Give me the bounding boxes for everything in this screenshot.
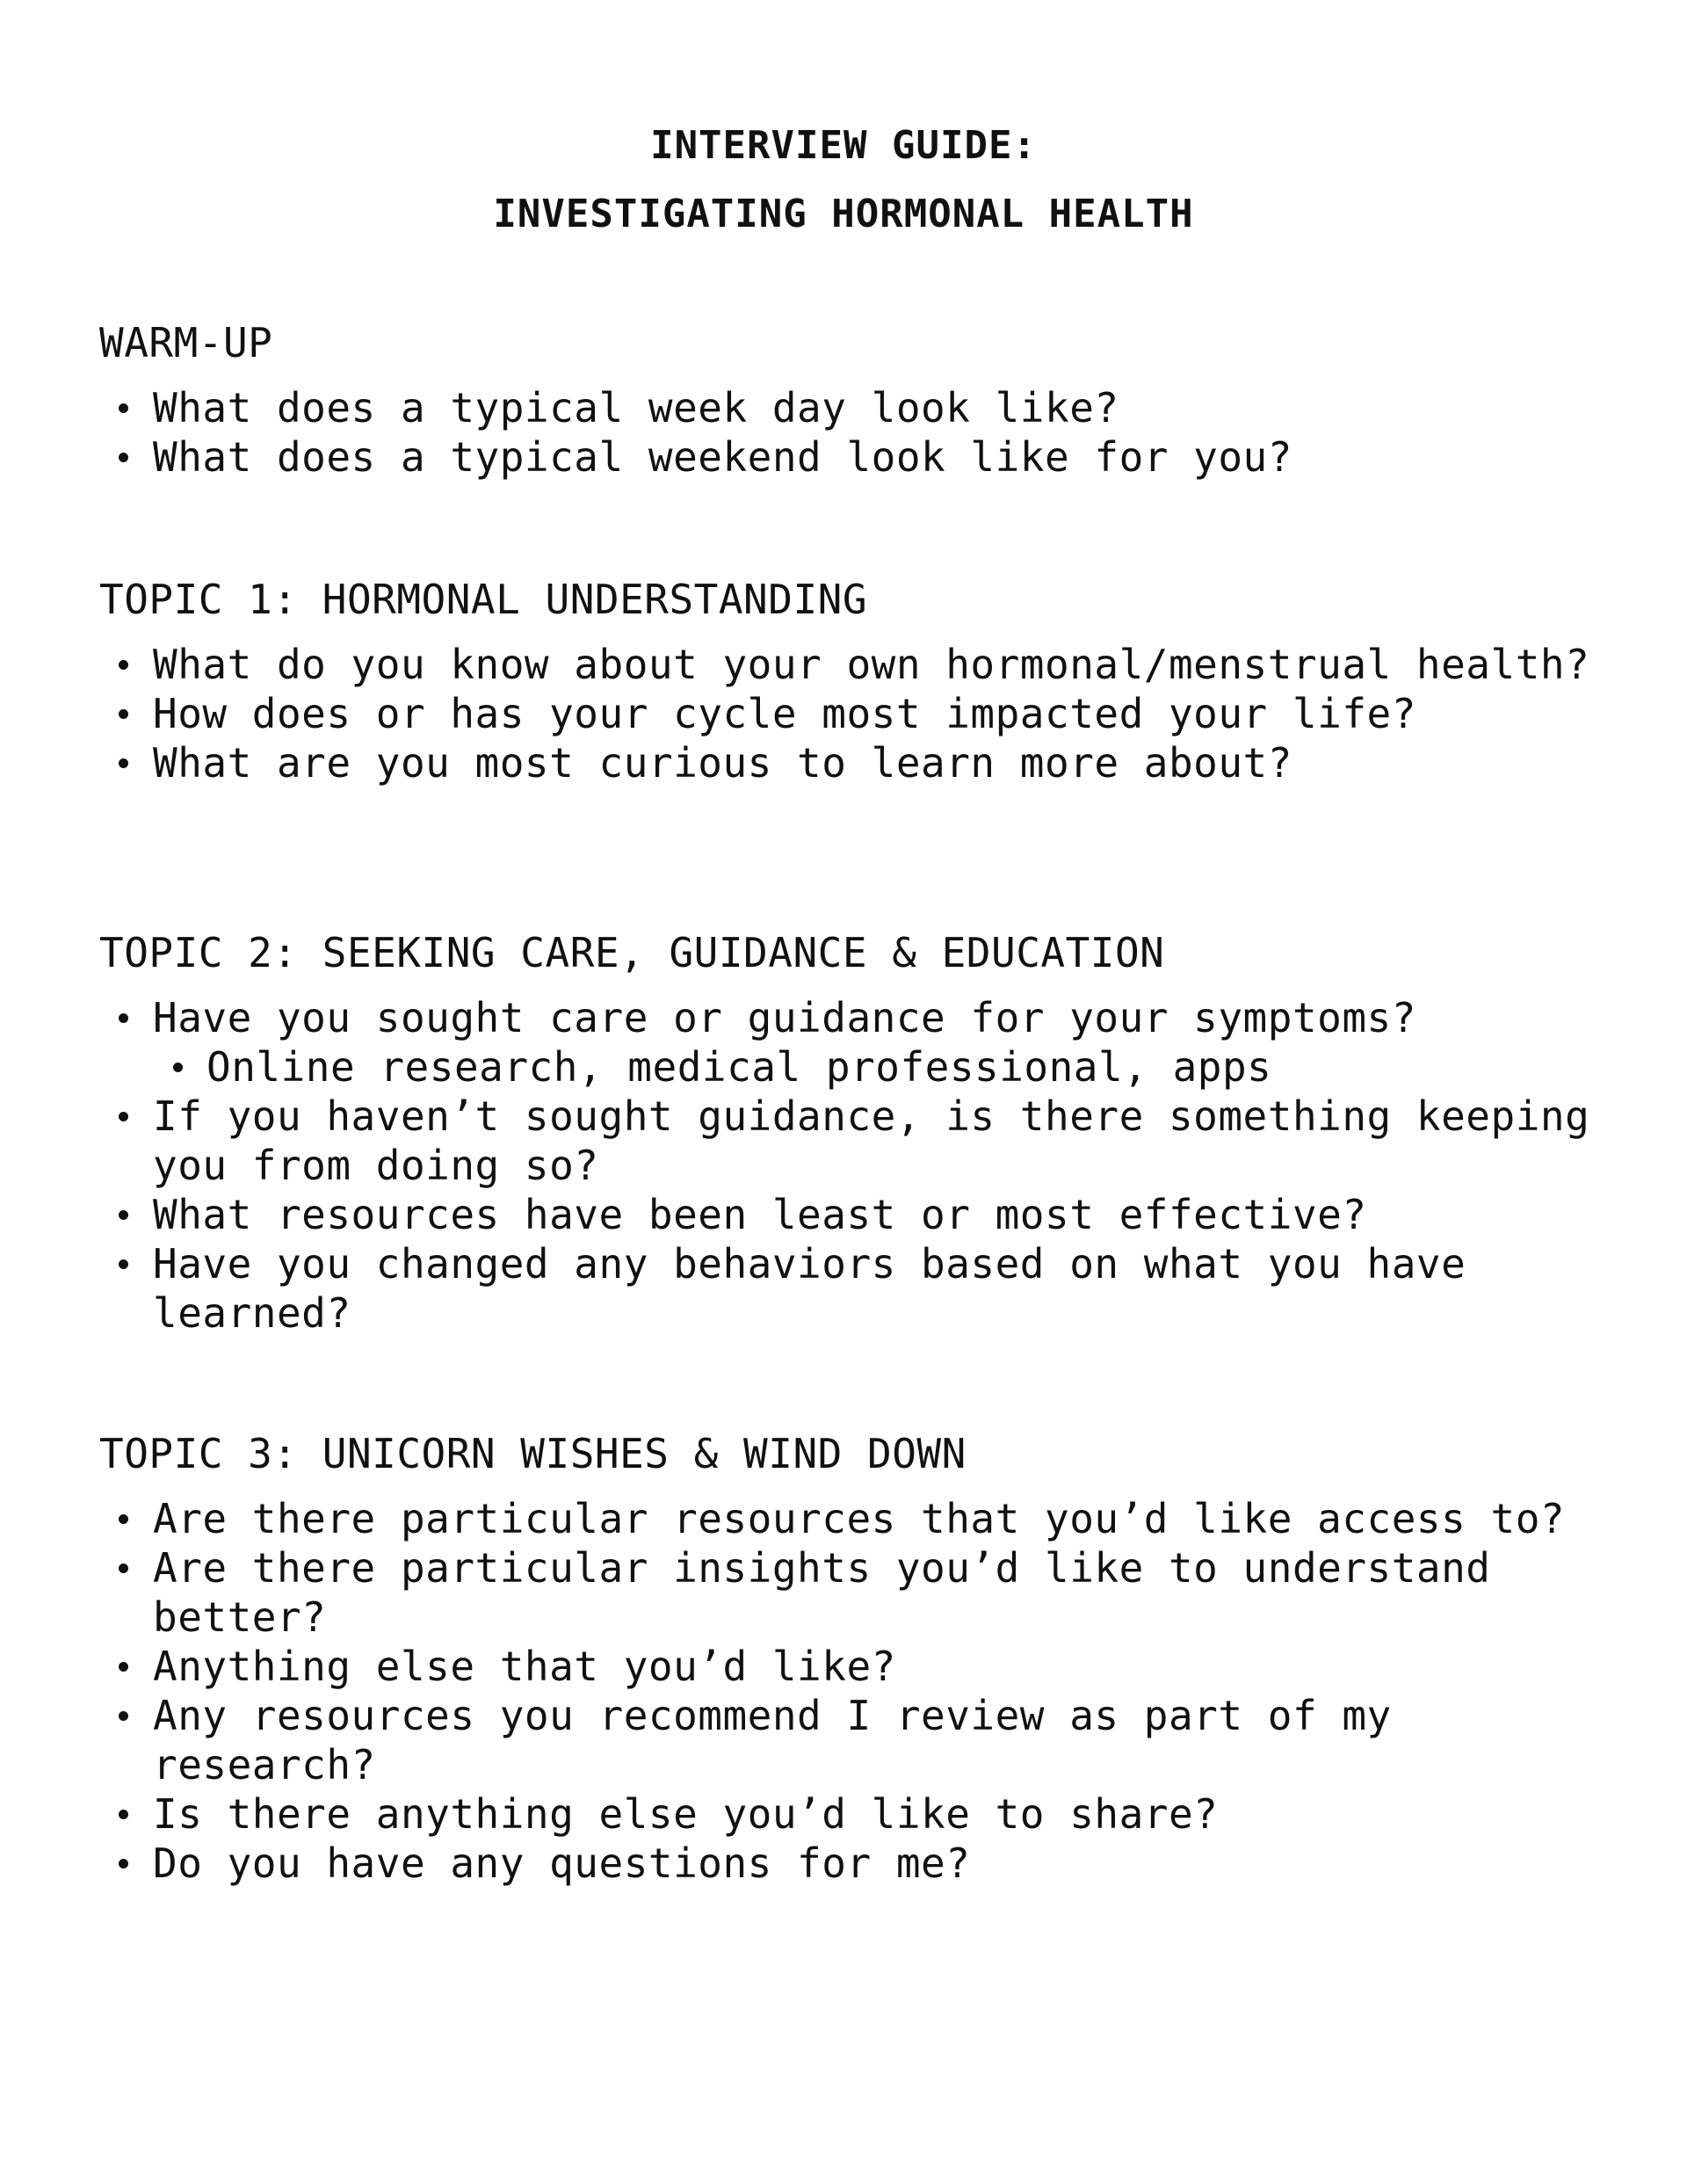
section-heading: TOPIC 3: UNICORN WISHES & WIND DOWN [99,1430,967,1477]
question-item [99,1691,1611,1789]
section-topic-1 [99,575,1611,787]
question-item [99,1494,1611,1543]
question-list [99,1494,1611,1888]
question-text: What does a typical weekend look like for you? [153,433,1292,481]
bullet-icon [119,1691,145,1740]
section-heading: WARM-UP [99,319,273,366]
bullet-icon [119,993,145,1042]
question-item [99,738,1611,787]
question-item [99,1543,1611,1642]
question-item [99,1839,1611,1888]
question-text: Are there particular resources that you’d like access to? [153,1495,1566,1542]
section-warm-up [99,318,1611,482]
bullet-icon [119,1543,145,1593]
question-text: What are you most curious to learn more about? [153,739,1292,787]
bullet-icon [119,1092,145,1141]
section-topic-3 [99,1429,1611,1888]
sub-question-text: Online research, medical professional, apps [206,1043,1272,1091]
bullet-icon [119,1839,145,1888]
question-text: Are there particular insights you’d like to understand better? [153,1544,1491,1641]
document-title-line-1: INTERVIEW GUIDE: [650,123,1037,168]
question-text: What does a typical week day look like? [153,384,1119,432]
question-item [99,1092,1611,1190]
section-heading: TOPIC 1: HORMONAL UNDERSTANDING [99,576,868,623]
sub-bullet-icon [173,1042,199,1092]
section-topic-2 [99,928,1611,1338]
question-item [99,640,1611,689]
bullet-icon [119,1190,145,1239]
question-list [99,640,1611,787]
question-item [99,993,1611,1042]
question-text: Have you changed any behaviors based on what you have learned? [153,1240,1466,1337]
document-title-line-2: INVESTIGATING HORMONAL HEALTH [493,192,1194,236]
section-heading: TOPIC 2: SEEKING CARE, GUIDANCE & EDUCATION [99,929,1165,976]
question-item [99,1642,1611,1691]
bullet-icon [119,640,145,689]
bullet-icon [119,738,145,787]
bullet-icon [119,383,145,432]
question-text: How does or has your cycle most impacted your life? [153,690,1416,737]
question-list [99,383,1611,482]
bullet-icon [119,1239,145,1288]
question-text: Is there anything else you’d like to share? [153,1790,1219,1838]
question-text: What do you know about your own hormonal/menstrual health? [153,641,1590,688]
question-item [99,1239,1611,1338]
question-text: If you haven’t sought guidance, is there something keeping you from doing so? [153,1092,1590,1189]
question-item [99,1789,1611,1839]
question-text: Any resources you recommend I review as part of my research? [153,1692,1392,1789]
question-item [99,383,1611,432]
question-item [99,689,1611,738]
question-text: What resources have been least or most effective? [153,1191,1367,1238]
question-item [99,1190,1611,1239]
question-text: Do you have any questions for me? [153,1839,971,1887]
sub-question-item [99,1042,1611,1092]
bullet-icon [119,1789,145,1839]
question-list [99,993,1611,1338]
question-text: Have you sought care or guidance for your symptoms? [153,994,1416,1041]
bullet-icon [119,1494,145,1543]
bullet-icon [119,432,145,482]
question-item [99,432,1611,482]
bullet-icon [119,1642,145,1691]
question-text: Anything else that you’d like? [153,1643,896,1690]
bullet-icon [119,689,145,738]
